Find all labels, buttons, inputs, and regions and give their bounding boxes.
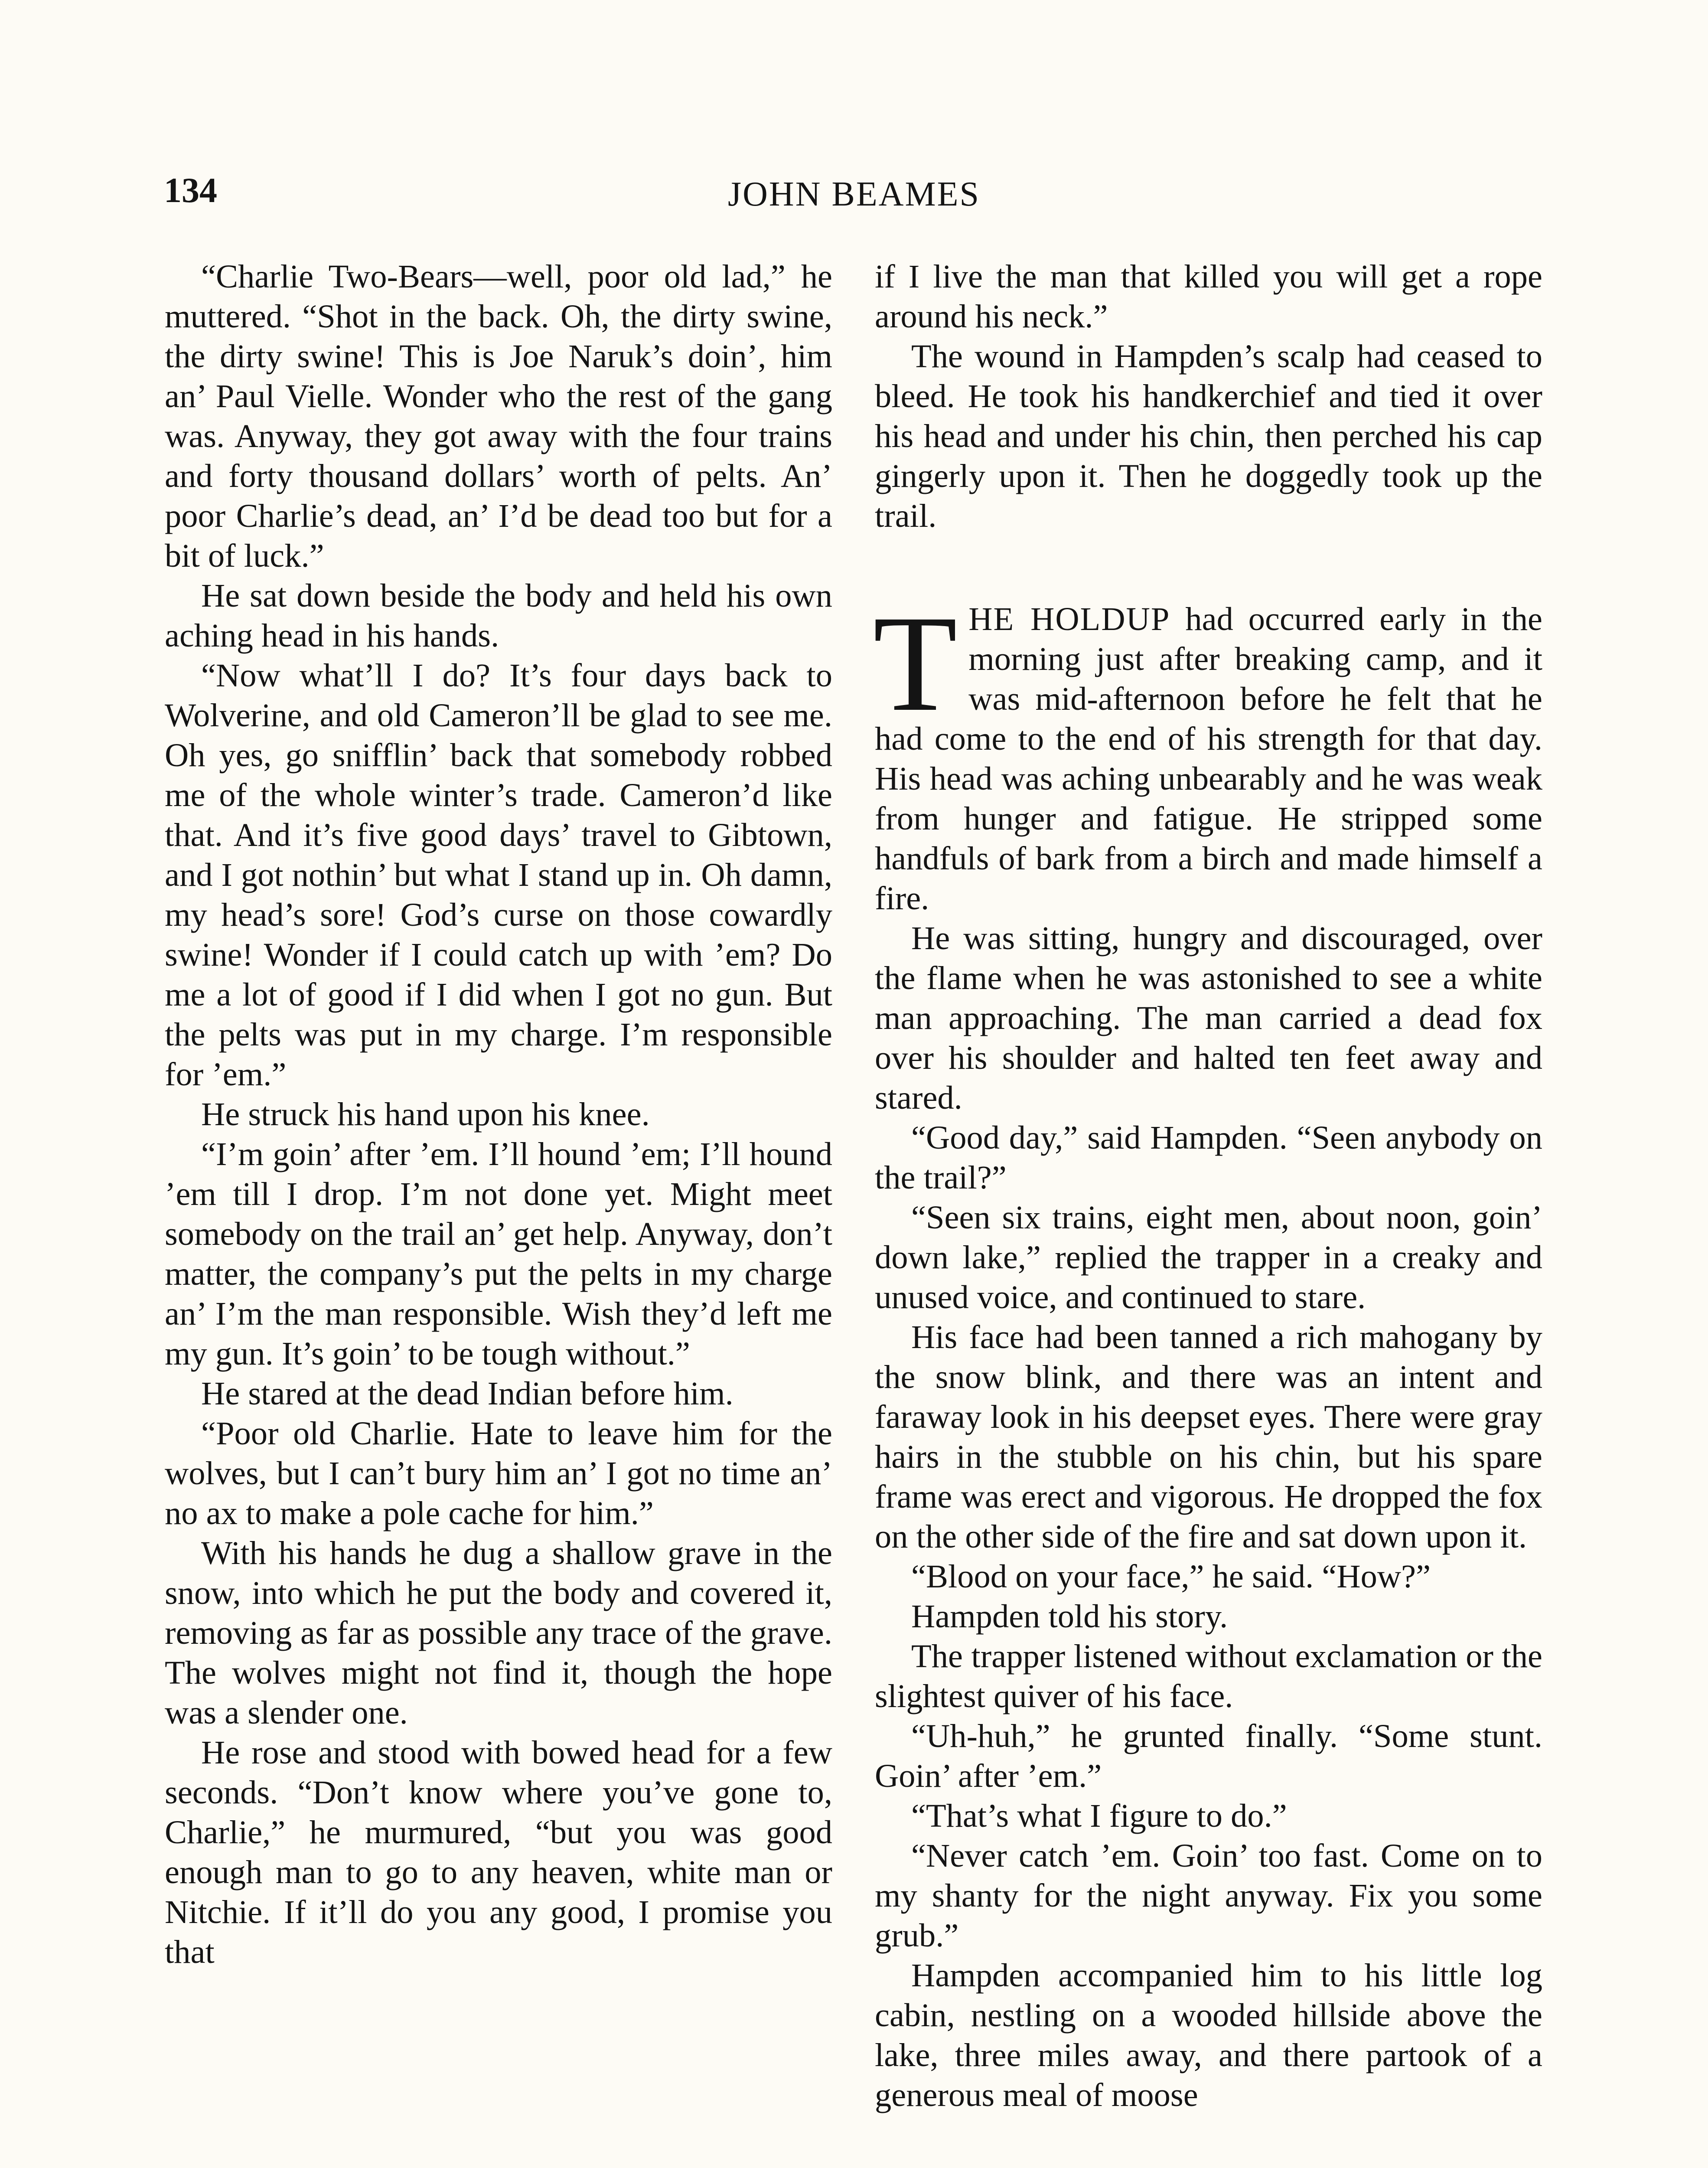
paragraph: He stared at the dead Indian before him. (201, 1375, 733, 1412)
paragraph: The wound in Hampden’s scalp had ceased to bleed. He took his handkerchief and tied it over his head and under his chin, then perched his cap gingerly upon it. Then he doggedly took up the trail. (875, 338, 1542, 534)
paragraph: “Uh-huh,” he grunted finally. “Some stunt. Goin’ after ’em.” (875, 1717, 1542, 1794)
paragraph: “I’m goin’ after ’em. I’ll hound ’em; I’ll hound ’em till I drop. I’m not done yet. Might meet somebody on the trail an’ get help. Anyway, don’t matter, the company’s put the pelts in my charge an’ I’m the man responsible. Wish they’d left me my gun. It’s goin’ to be tough without.” (165, 1136, 832, 1372)
section-opening-text: had occurred early in the morning just after breaking camp, and it was mid-afternoon before he felt that he had come to the end of his strength for that day. His head was aching unbearably and he was weak from hunger and fatigue. He stripped some handfuls of bark from a birch and made himself a fire. (875, 601, 1543, 917)
left-column (165, 257, 832, 1972)
paragraph: Hampden accompanied him to his little log cabin, nestling on a wooded hillside above the lake, three miles away, and there partook of a generous meal of moose (875, 1957, 1542, 2113)
paragraph: “Seen six trains, eight men, about noon, goin’ down lake,” replied the trapper in a creaky and unused voice, and continued to stare. (875, 1199, 1542, 1316)
paragraph: “Charlie Two-Bears—well, poor old lad,” he muttered. “Shot in the back. Oh, the dirty swine, the dirty swine! This is Joe Naruk’s doin’, him an’ Paul Vielle. Wonder who the rest of the gang was. Anyway, they got away with the four trains and forty thousand dollars’ worth of pelts. An’ poor Charlie’s dead, an’ I’d be dead too but for a bit of luck.” (165, 258, 832, 574)
paragraph: His face had been tanned a rich mahogany by the snow blink, and there was an intent and faraway look in his deepset eyes. There were gray hairs in the stubble on his chin, but his spare frame was erect and vigorous. He dropped the fox on the other side of the fire and sat down upon it. (875, 1319, 1542, 1555)
right-column (875, 257, 1542, 2115)
running-head: JOHN BEAMES (728, 175, 980, 213)
small-caps-lead: HE HOLDUP (968, 601, 1170, 637)
paragraph: “Now what’ll I do? It’s four days back to Wolverine, and old Cameron’ll be glad to see me. Oh yes, go snifflin’ back that somebody robbed me of the whole winter’s trade. Cameron’d like that. And it’s five good days’ travel to Gibtown, and I got nothin’ but what I stand up in. Oh damn, my head’s sore! God’s curse on those cowardly swine! Wonder if I could catch up with ’em? Do me a lot of good if I did when I got no gun. But the pelts was put in my charge. I’m responsible for ’em.” (165, 657, 832, 1093)
paragraph: Hampden told his story. (911, 1598, 1228, 1635)
paragraph: “Blood on your face,” he said. “How?” (911, 1558, 1431, 1595)
paragraph: He sat down beside the body and held his own aching head in his hands. (165, 577, 832, 654)
paragraph: He rose and stood with bowed head for a few seconds. “Don’t know where you’ve gone to, Charlie,” he murmured, “but you was good enough man to go to any heaven, white man or Nitchie. If it’ll do you any good, I promise you that (165, 1734, 832, 1970)
paragraph: He struck his hand upon his knee. (201, 1096, 650, 1133)
paragraph: The trapper listened without exclamation or the slightest quiver of his face. (875, 1638, 1542, 1714)
paragraph: With his hands he dug a shallow grave in the snow, into which he put the body and covered it, removing as far as possible any trace of the grave. The wolves might not find it, though the hope was a slender one. (165, 1535, 832, 1731)
paragraph: “Never catch ’em. Goin’ too fast. Come on to my shanty for the night anyway. Fix you some grub.” (875, 1837, 1542, 1954)
paragraph: “That’s what I figure to do.” (911, 1797, 1287, 1834)
continued-paragraph: if I live the man that killed you will get a rope around his neck.” (875, 258, 1542, 335)
page-number: 134 (164, 170, 217, 210)
paragraph: “Good day,” said Hampden. “Seen anybody on the trail?” (875, 1119, 1542, 1196)
drop-cap: T (873, 587, 958, 740)
paragraph: “Poor old Charlie. Hate to leave him for the wolves, but I can’t bury him an’ I got no time an’ no ax to make a pole cache for him.” (165, 1415, 832, 1531)
paragraph: He was sitting, hungry and discouraged, over the flame when he was astonished to see a white man approaching. The man carried a dead fox over his shoulder and halted ten feet away and stared. (875, 920, 1542, 1116)
section-opening-paragraph (873, 587, 1543, 918)
